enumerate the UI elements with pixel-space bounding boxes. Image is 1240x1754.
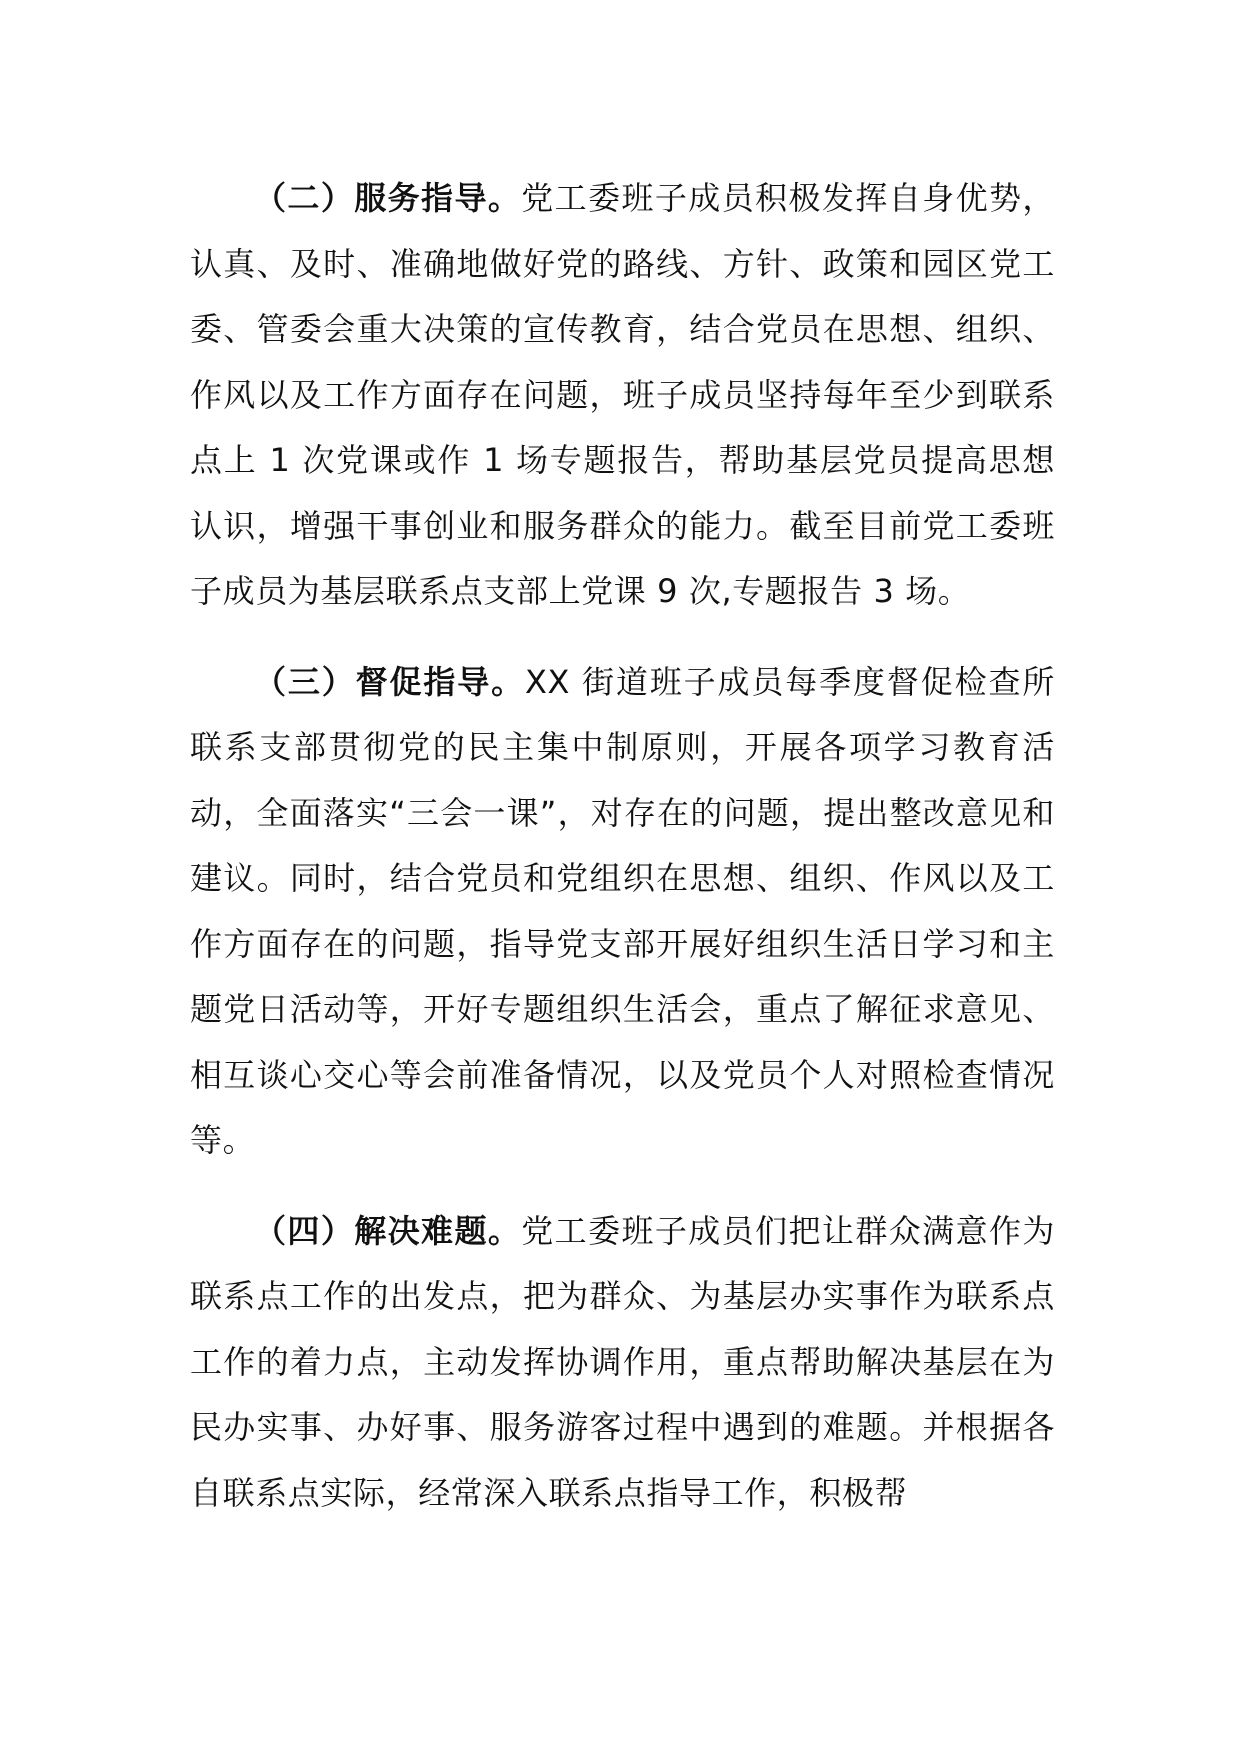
paragraph-supervision-guidance (190, 650, 1055, 1174)
paragraph-body: 党工委班子成员积极发挥自身优势，认真、及时、准确地做好党的路线、方针、政策和园区党工委、管委会重大决策的宣传教育，结合党员在思想、组织、作风以及工作方面存在问题，班子成员坚持每年至少到联系点上 1 次党课或作 1 场专题报告，帮助基层党员提高思想认识，增强干事创业和服务群众的能力。截至目前党工委班子成员为基层联系点支部上党课 9 次,专题报告 3 场。 (190, 179, 1055, 610)
paragraph-service-guidance (190, 166, 1055, 625)
paragraph-heading: （三）督促指导。 (254, 662, 525, 701)
paragraph-body: 党工委班子成员们把让群众满意作为联系点工作的出发点，把为群众、为基层办实事作为联系点工作的着力点，主动发挥协调作用，重点帮助解决基层在为民办实事、办好事、服务游客过程中遇到的难题。并根据各自联系点实际，经常深入联系点指导工作，积极帮 (190, 1211, 1055, 1512)
document-page (190, 166, 1055, 1551)
paragraph-body: XX 街道班子成员每季度督促检查所联系支部贯彻党的民主集中制原则，开展各项学习教育活动，全面落实“三会一课”，对存在的问题，提出整改意见和建议。同时，结合党员和党组织在思想、组织、作风以及工作方面存在的问题，指导党支部开展好组织生活日学习和主题党日活动等，开好专题组织生活会，重点了解征求意见、相互谈心交心等会前准备情况，以及党员个人对照检查情况等。 (190, 662, 1055, 1159)
paragraph-heading: （二）服务指导。 (254, 179, 522, 217)
paragraph-solve-problems (190, 1199, 1055, 1527)
paragraph-heading: （四）解决难题。 (254, 1211, 522, 1250)
